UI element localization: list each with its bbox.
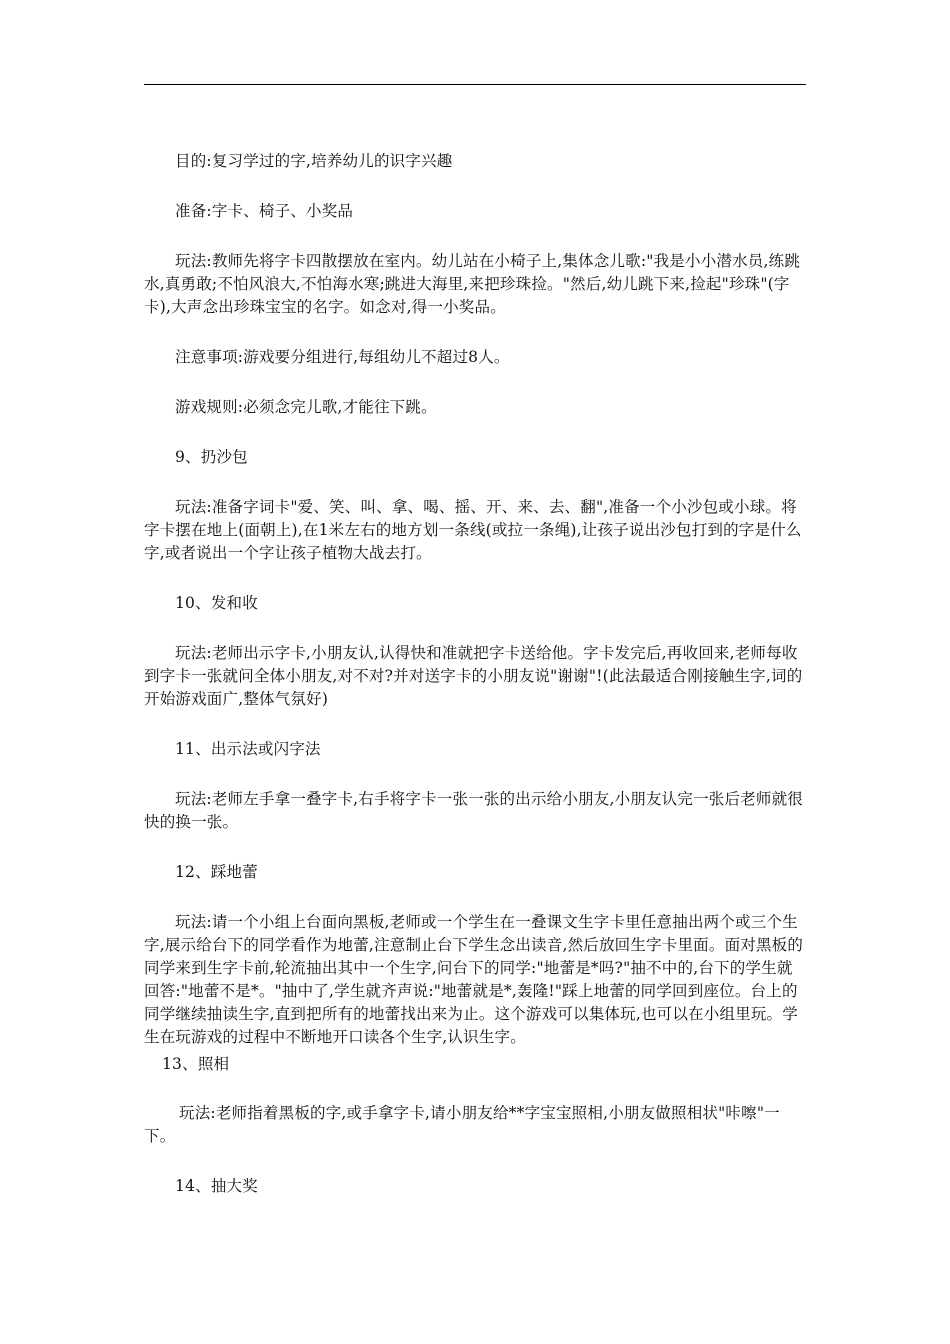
paragraph-preparation: 准备:字卡、椅子、小奖品 [175, 202, 354, 220]
paragraph-method-9: 玩法:准备字词卡"爱、笑、叫、拿、喝、摇、开、来、去、翻",准备一个小沙包或小球。将字卡摆在地上(面朝上),在1米左右的地方划一条线(或拉一条绳),让孩子说出沙包打到的字是什么字,或者说出一个字让孩子植物大战去打。 [144, 498, 802, 562]
paragraph-purpose: 目的:复习学过的字,培养幼儿的识字兴趣 [175, 152, 453, 170]
paragraph-rules: 游戏规则:必须念完儿歌,才能往下跳。 [175, 398, 437, 416]
section-heading-11: 11、出示法或闪字法 [175, 740, 321, 758]
section-heading-9: 9、扔沙包 [175, 448, 248, 466]
section-heading-12: 12、踩地蕾 [175, 863, 258, 881]
paragraph-method-12: 玩法:请一个小组上台面向黑板,老师或一个学生在一叠课文生字卡里任意抽出两个或三个生字,展示给台下的同学看作为地蕾,注意制止台下学生念出读音,然后放回生字卡里面。面对黑板的同学来到生字卡前,轮流抽出其中一个生字,问台下的同学:"地蕾是*吗?"抽不中的,台下的学生就回答:"地蕾不是*。"抽中了,学生就齐声说:"地蕾就是*,轰隆!"踩上地蕾的同学回到座位。台上的同学继续抽读生字,直到把所有的地蕾找出来为止。这个游戏可以集体玩,也可以在小组里玩。学生在玩游戏的过程中不断地开口读各个生字,认识生字。 [144, 913, 804, 1046]
paragraph-notes: 注意事项:游戏要分组进行,每组幼儿不超过8人。 [175, 348, 510, 366]
paragraph-method: 玩法:教师先将字卡四散摆放在室内。幼儿站在小椅子上,集体念儿歌:"我是小小潜水员,练跳水,真勇敢;不怕风浪大,不怕海水寒;跳进大海里,来把珍珠捡。"然后,幼儿跳下来,捡起"珍珠"(字卡),大声念出珍珠宝宝的名字。如念对,得一小奖品。 [144, 252, 801, 316]
document-body [144, 150, 806, 1198]
header-rule [144, 84, 806, 85]
section-heading-13: 13、照相 [162, 1055, 230, 1073]
paragraph-method-13: 玩法:老师指着黑板的字,或手拿字卡,请小朋友给**字宝宝照相,小朋友做照相状"咔嚓"一下。 [144, 1104, 780, 1145]
section-heading-10: 10、发和收 [175, 594, 258, 612]
paragraph-method-10: 玩法:老师出示字卡,小朋友认,认得快和准就把字卡送给他。字卡发完后,再收回来,老师每收到字卡一张就问全体小朋友,对不对?并对送字卡的小朋友说"谢谢"!(此法最适合刚接触生字,词的开始游戏面广,整体气氛好) [144, 644, 803, 708]
paragraph-method-11: 玩法:老师左手拿一叠字卡,右手将字卡一张一张的出示给小朋友,小朋友认完一张后老师就很快的换一张。 [144, 790, 803, 831]
section-heading-14: 14、抽大奖 [175, 1177, 258, 1195]
